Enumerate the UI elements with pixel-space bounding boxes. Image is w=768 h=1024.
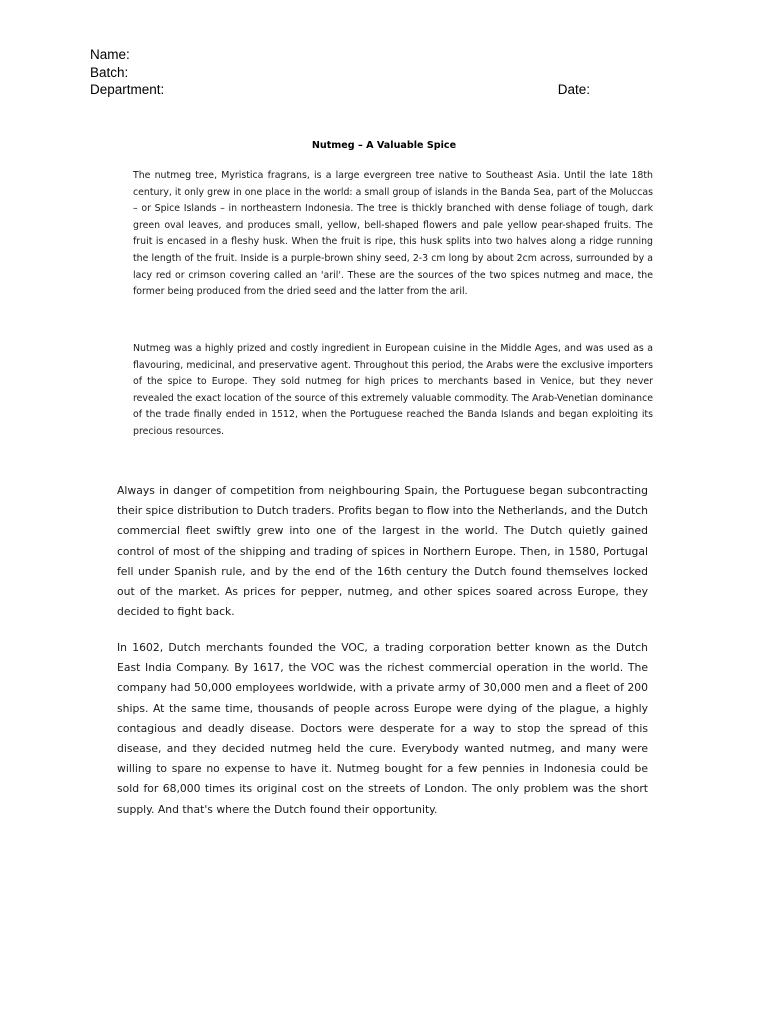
paragraph-2: Nutmeg was a highly prized and costly ingredient in European cuisine in the Middle Ages, and was used as a flavouring, medicinal, and preservative agent. Throughout this period, the Arabs were the exclusive importers of the spice to Europe. They sold nutmeg for high prices to merchants based in Venice, but they never revealed the exact location of the source of this extremely valuable commodity. The Arab-Venetian dominance of the trade finally ended in 1512, when the Portuguese reached the Banda Islands and began exploiting its precious resources. bbox=[133, 343, 653, 437]
department-date-row bbox=[90, 81, 680, 99]
paragraph-4: In 1602, Dutch merchants founded the VOC, a trading corporation better known as the Dutch East India Company. By 1617, the VOC was the richest commercial operation in the world. The company had 50,000 employees worldwide, with a private army of 30,000 men and a fleet of 200 ships. At the same time, thousands of people across Europe were dying of the plague, a highly contagious and deadly disease. Doctors were desperate for a way to stop the spread of this disease, and they decided nutmeg held the cure. Everybody wanted nutmeg, and many were willing to spare no expense to have it. Nutmeg bought for a few pennies in Indonesia could be sold for 68,000 times its original cost on the streets of London. The only problem was the short supply. And that's where the Dutch found their opportunity. bbox=[117, 641, 648, 816]
paragraph-3: Always in danger of competition from neighbouring Spain, the Portuguese began subcontracting their spice distribution to Dutch traders. Profits began to flow into the Netherlands, and the Dutch commercial fleet swiftly grew into one of the largest in the world. The Dutch quietly gained control of most of the shipping and trading of spices in Northern Europe. Then, in 1580, Portugal fell under Spanish rule, and by the end of the 16th century the Dutch found themselves locked out of the market. As prices for pepper, nutmeg, and other spices soared across Europe, they decided to fight back. bbox=[117, 484, 648, 619]
batch-label: Batch: bbox=[90, 64, 129, 80]
form-header bbox=[90, 46, 680, 99]
name-label: Name: bbox=[90, 47, 130, 62]
date-label: Date: bbox=[557, 82, 590, 97]
document-title: Nutmeg – A Valuable Spice bbox=[311, 140, 457, 151]
paragraph-1: The nutmeg tree, Myristica fragrans, is a large evergreen tree native to Southeast Asia. Until the late 18th century, it only grew in one place in the world: a small group of islands in the Banda Sea, part of the Moluccas – or Spice Islands – in northeastern Indonesia. The tree is thickly branched with dense foliage of tough, dark green oval leaves, and produces small, yellow, bell-shaped flowers and pale yellow pear-shaped fruits. The fruit is encased in a fleshy husk. When the fruit is ripe, this husk splits into two halves along a ridge running the length of the fruit. Inside is a purple-brown shiny seed, 2-3 cm long by about 2cm across, surrounded by a lacy red or crimson covering called an 'aril'. These are the sources of the two spices nutmeg and mace, the former being produced from the dried seed and the latter from the aril. bbox=[133, 170, 653, 298]
department-label: Department: bbox=[90, 82, 165, 97]
